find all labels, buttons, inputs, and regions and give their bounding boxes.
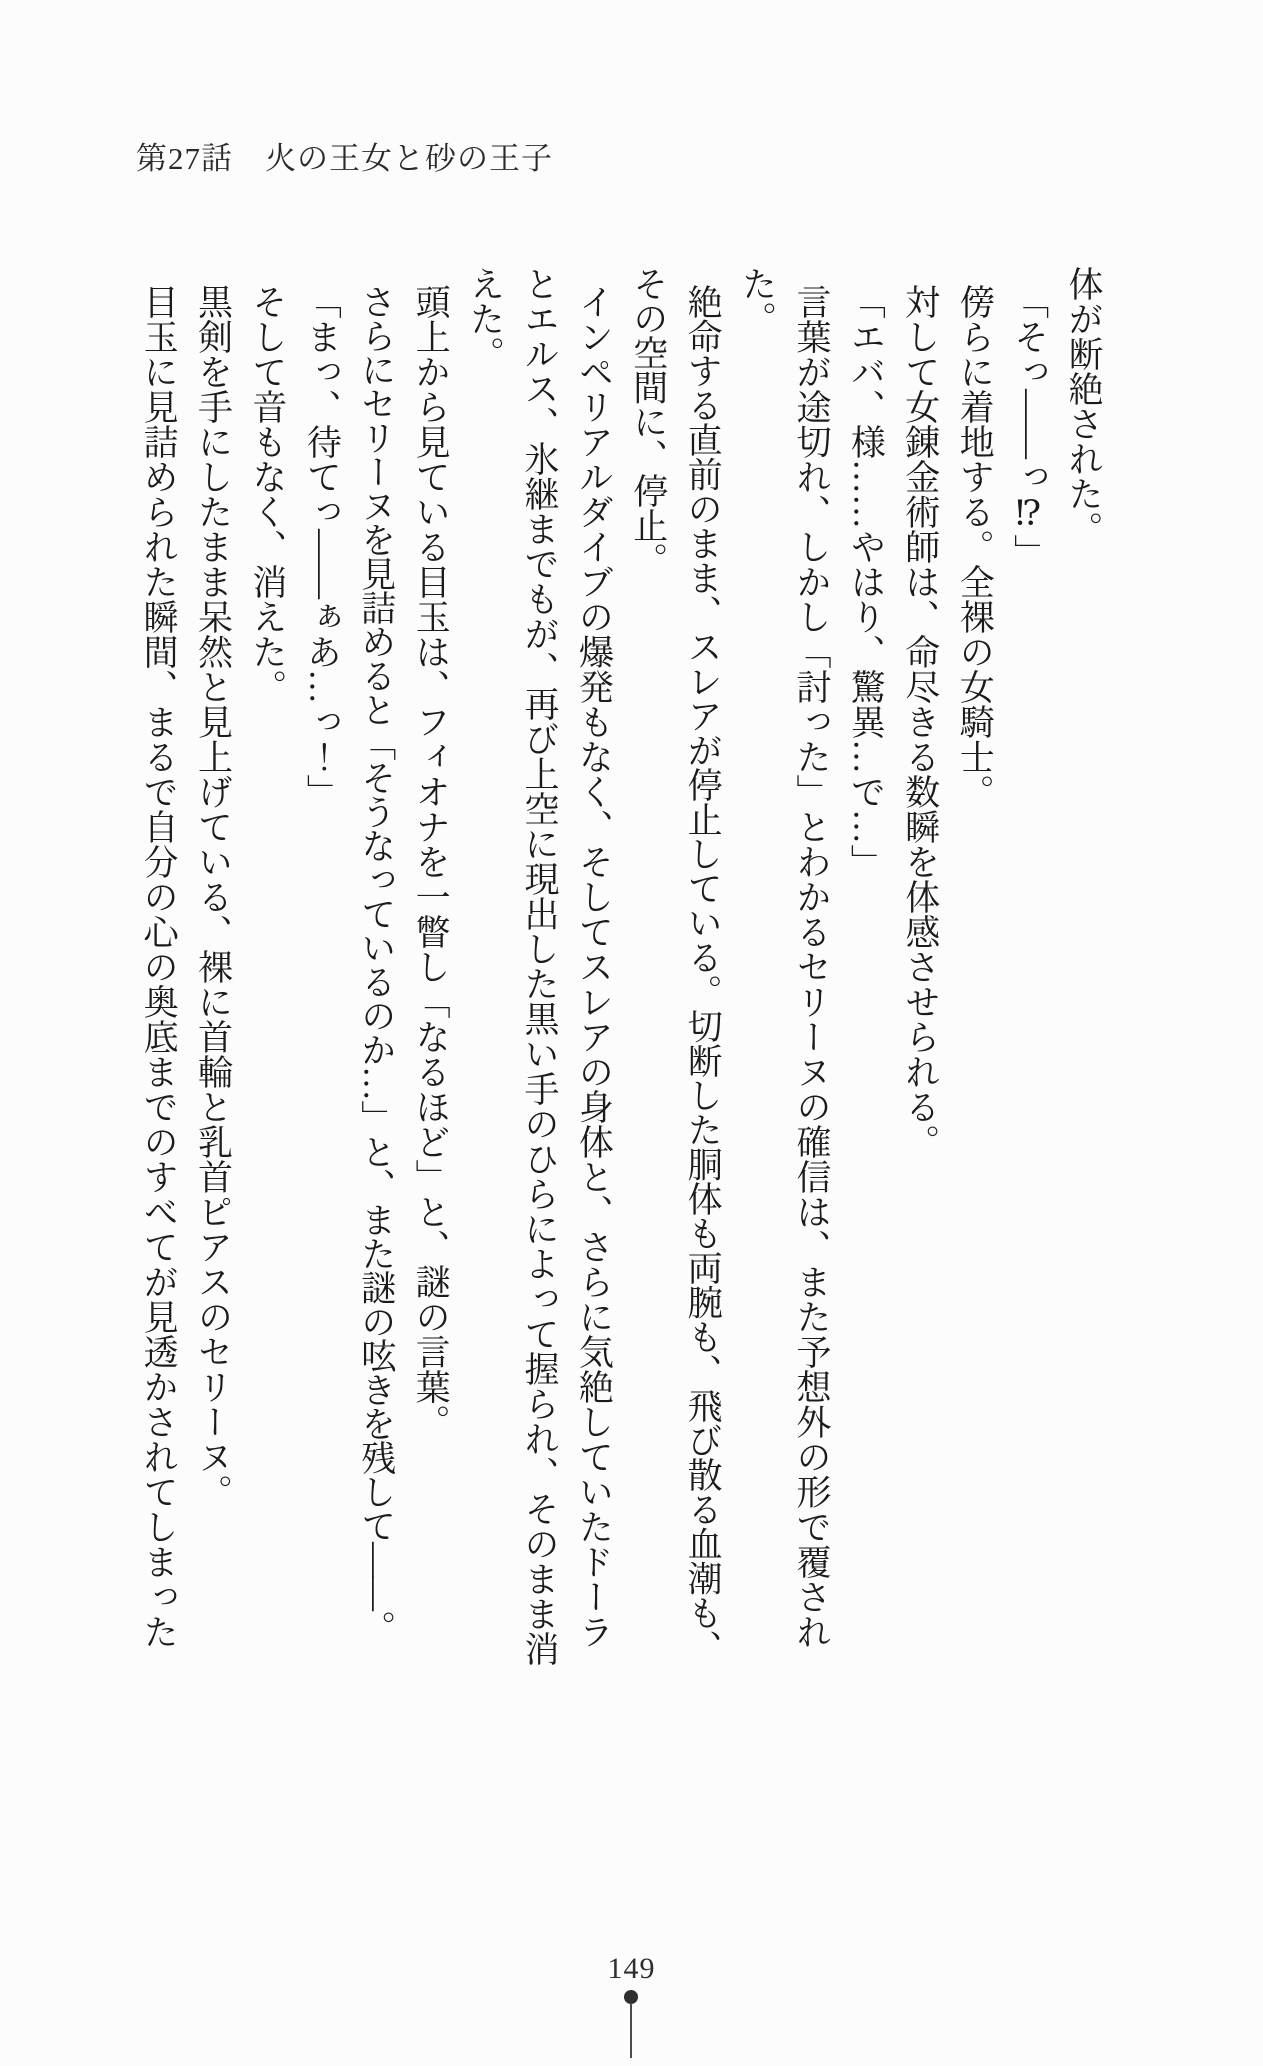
paragraph: 絶命する直前のまま、スレアが停止している。切断した胴体も両腕も、飛び散る血潮も、その空間に、停止。	[628, 266, 723, 1664]
paragraph: 体が断絶された。	[1064, 266, 1103, 546]
paragraph: 黒剣を手にしたまま呆然と見上げている、裸に首輪と乳首ピアスのセリーヌ。	[193, 283, 233, 1509]
paragraph: インペリアルダイブの爆発もなく、そしてスレアの身体と、さらに気絶していたドーラとエルス、氷継までもが、再び上空に現出した黒い手のひらによって握られ、そのまま消えた。	[465, 266, 614, 1666]
paragraph: 目玉に見詰められた瞬間、まるで自分の心の奥底までのすべてが見透かされてしまった	[139, 283, 179, 1649]
paragraph: そして音もなく、消えた。	[247, 283, 287, 704]
paragraph: 言葉が途切れ、しかし「討った」とわかるセリーヌの確信は、また予想外の形で覆された。	[737, 266, 831, 1649]
paragraph: 傍らに着地する。全裸の女騎士。	[955, 283, 995, 809]
text-columns	[130, 266, 1110, 1667]
page-number: 149	[607, 1952, 656, 1985]
pin-dot-icon	[624, 1990, 638, 2004]
paragraph: 「エバ、様……やはり、驚異…で…」	[846, 283, 886, 879]
paragraph: 頭上から見ている目玉は、フィオナを一瞥し「なるほど」と、謎の言葉。	[411, 283, 451, 1439]
paragraph: 「そっ――っ⁉」	[1009, 283, 1049, 569]
paragraph: さらにセリーヌを見詰めると「そうなっているのか…」と、また謎の呟きを残して――。	[356, 283, 396, 1644]
paragraph: 「まっ、待てっ――ぁあ…っ！」	[302, 283, 342, 809]
chapter-header: 第27話 火の王女と砂の王子	[136, 141, 553, 176]
paragraph: 対して女錬金術師は、命尽きる数瞬を体感させられる。	[900, 283, 940, 1159]
pin-line	[630, 2003, 632, 2058]
